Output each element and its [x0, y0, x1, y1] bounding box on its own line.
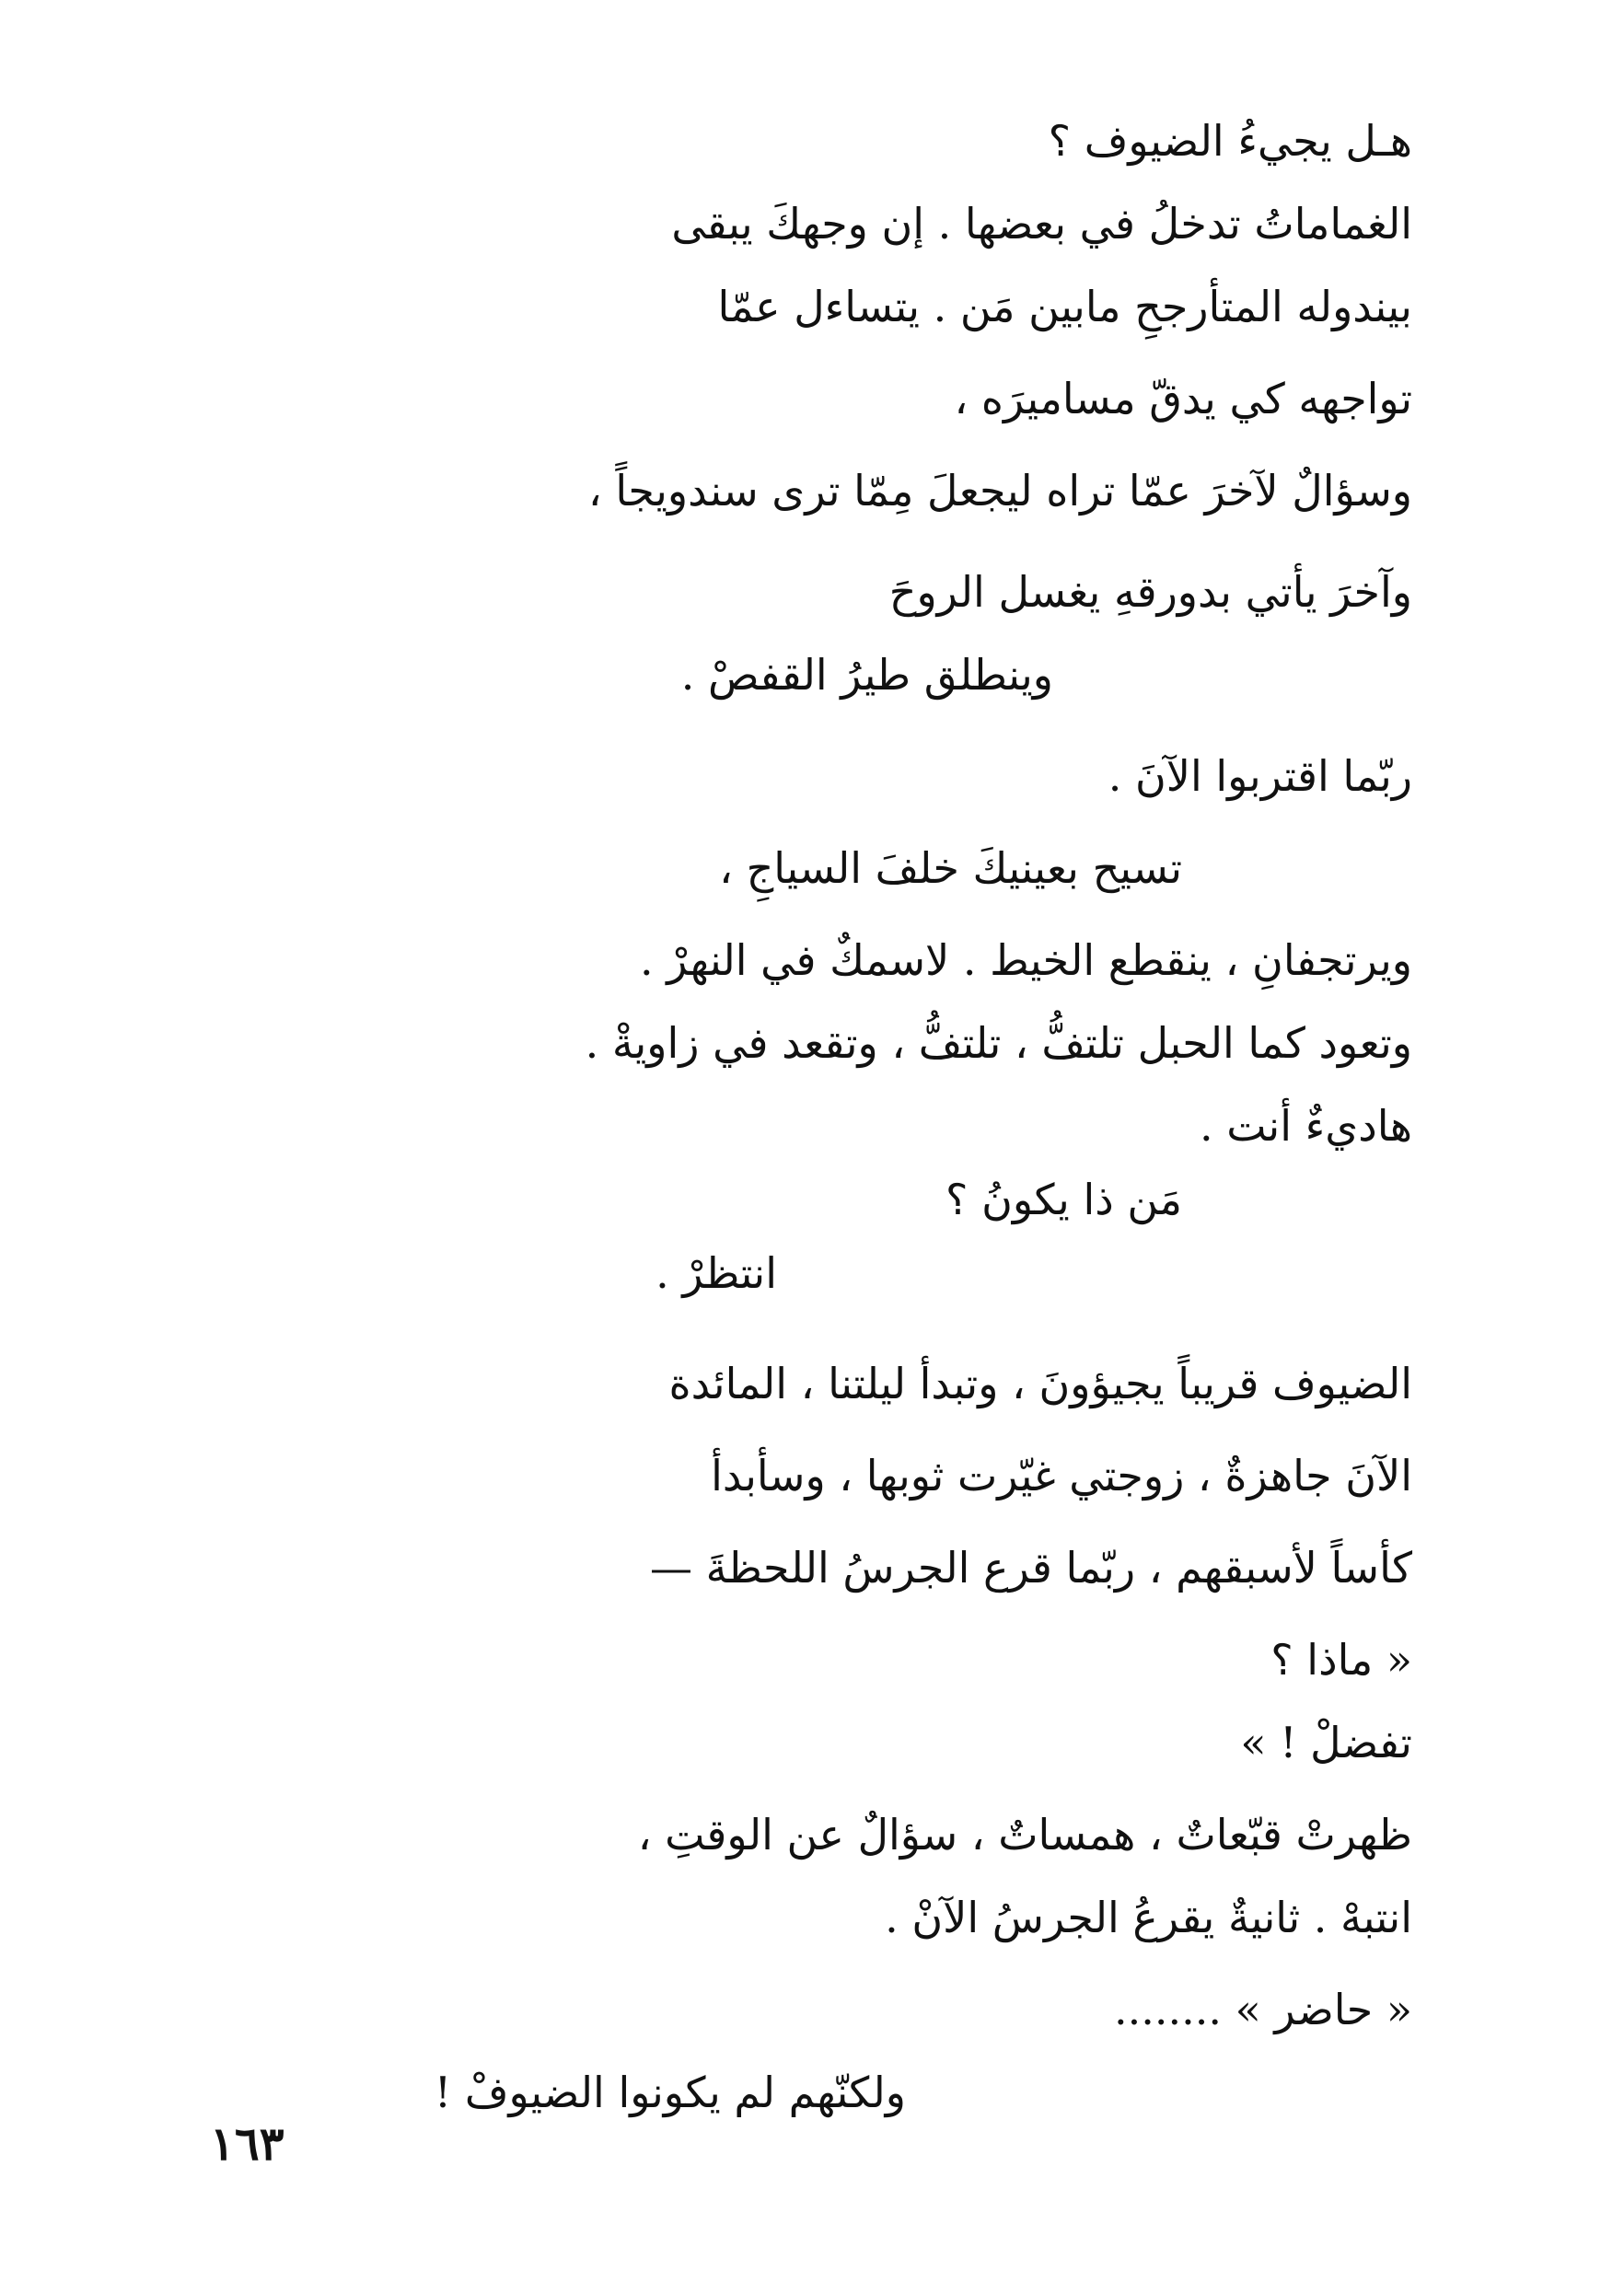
- poem-line-5: وسؤالٌ لآخرَ عمّا تراه ليجعلَ مِمّا ترى سندويجاً ،: [587, 466, 1412, 516]
- poem-line-2: الغماماتُ تدخلُ في بعضها . إن وجهكَ يبقى: [671, 199, 1412, 249]
- page-number: ١٦٣: [210, 2116, 284, 2171]
- poem-line-9: تسيح بعينيكَ خلفَ السياجِ ،: [719, 843, 1182, 893]
- poem-line-1: هـل يجيءُ الضيوف ؟: [1048, 116, 1412, 166]
- poem-line-23: ولكنّهم لم يكونوا الضيوفْ !: [434, 2068, 906, 2117]
- poem-line-3: بيندوله المتأرجحِ مابين مَن . يتساءل عمّا: [717, 282, 1412, 331]
- poem-line-7: وينطلق طيرُ القفصْ .: [680, 650, 1053, 700]
- poem-line-16: الآنَ جاهزةٌ ، زوجتي غيّرت ثوبها ، وسأبدأ: [711, 1451, 1412, 1500]
- poem-line-12: هاديءٌ أنت .: [1199, 1101, 1412, 1151]
- poem-line-20: ظهرتْ قبّعاتٌ ، همساتٌ ، سؤالٌ عن الوقتِ ،: [637, 1810, 1412, 1860]
- poem-line-11: وتعود كما الحبل تلتفُّ ، تلتفُّ ، وتقعد في زاويةْ .: [585, 1018, 1412, 1068]
- poem-line-8: ربّما اقتربوا الآنَ .: [1108, 751, 1412, 801]
- poem-line-15: الضيوف قريباً يجيؤونَ ، وتبدأ ليلتنا ، المائدة: [668, 1359, 1412, 1408]
- poem-line-13: مَن ذا يكونُ ؟: [945, 1175, 1182, 1224]
- poem-line-6: وآخرَ يأتي بدورقهِ يغسل الروحَ: [888, 567, 1412, 617]
- poem-line-19: تفضلْ ! »: [1240, 1718, 1412, 1767]
- poem-line-4: تواجهه كي يدقّ مساميرَه ،: [954, 374, 1412, 423]
- poem-line-22: « حاضر » ........: [1113, 1985, 1412, 2034]
- poem-line-17: كأساً لأسبقهم ، ربّما قرع الجرسُ اللحظةَ —: [650, 1543, 1412, 1593]
- poem-line-14: انتظرْ .: [655, 1248, 777, 1298]
- poem-line-10: ويرتجفانِ ، ينقطع الخيط . لاسمكٌ في النهرْ .: [640, 935, 1412, 985]
- poem-line-21: انتبهْ . ثانيةٌ يقرعُ الجرسُ الآنْ .: [885, 1893, 1412, 1942]
- poem-line-18: « ماذا ؟: [1270, 1635, 1412, 1685]
